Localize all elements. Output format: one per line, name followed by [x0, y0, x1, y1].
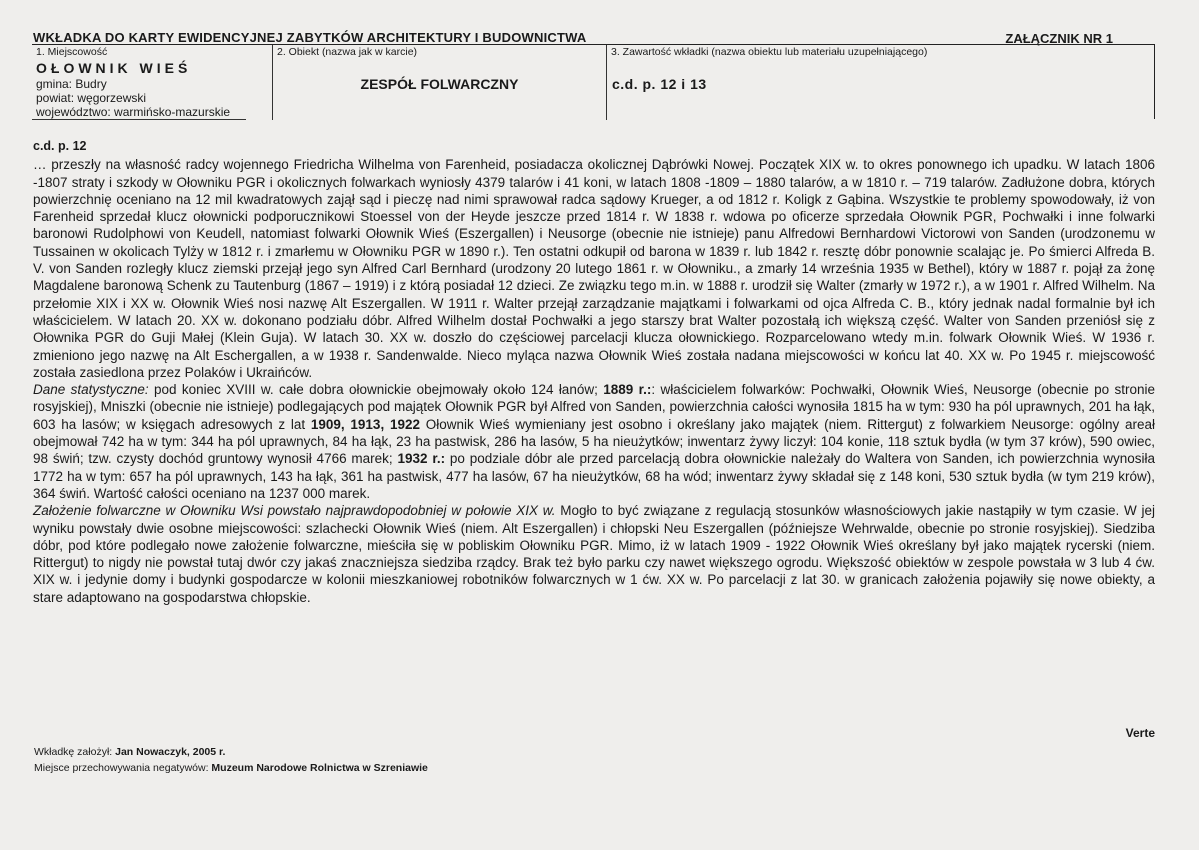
object-cell: [272, 45, 607, 120]
founding-paragraph: [33, 502, 1155, 606]
storage-label: Miejsce przechowywania negatywów:: [34, 762, 209, 774]
document-title: WKŁADKA DO KARTY EWIDENCYJNEJ ZABYTKÓW ARCHITEKTURY I BUDOWNICTWA: [33, 30, 587, 45]
statistics-paragraph: [33, 381, 1155, 502]
statistics-text-3: Ołownik Wieś wymieniany jest osobno i określany jako majątek (niem. Rittergut) z folwarkiem Neusorge: ogólny areał obejmował 742 ha w tym: 344 ha pól uprawnych, 84 ha łąk, 23 ha pastwisk, 286 ha lasów, 5 ha nieużytków; inwentarz żywy liczył: 104 konie, 118 sztuk bydła (w tym 37 krów), 590 owiec, 98 świń; tzw. czysty dochód gruntowy wynosił 4766 marek;: [33, 416, 1155, 467]
section-heading: c.d. p. 12: [33, 139, 87, 153]
author-label: Wkładkę założył:: [34, 746, 113, 758]
contents-value: c.d. p. 12 i 13: [612, 76, 707, 92]
annex-number: ZAŁĄCZNIK NR 1: [1005, 31, 1113, 46]
founding-lead: Założenie folwarczne w Ołowniku Wsi powstało najprawdopodobniej w połowie XIX w.: [33, 503, 556, 519]
verte-marker: Verte: [1125, 726, 1155, 740]
locality-cell: [32, 45, 272, 120]
history-paragraph: … przeszły na własność radcy wojennego Friedricha Wilhelma von Farenheid, posiadacza okolicznej Dąbrówki Nowej. Początek XIX w. to okres ponownego ich upadku. W latach 1806 -1807 straty i szkody w Ołowniku PGR i okolicznych folwarkach wyniosły 4379 talarów i 41 koni, w latach 1808 -1809 – 1880 talarów, a w 1810 r. – 719 talarów. Zadłużone dobra, których powierzchnię oceniano na 12 mil kwadratowych zajął sąd i pieczę nad nimi sprawował radca sądowy Krueger, a od 1812 r. Koligk z Gąbina. Wszystkie te problemy spowodowały, iż von Farenheid sprzedał klucz ołownicki podporucznikowi Stoessel von der Heyde jeszcze przed 1814 r. W 1838 r. wdowa po oficerze sprzedała Ołownik PGR, Pochwałki i inne folwarki baronowi Rudolphowi von Keudell, natomiast folwarki Ołownik Wieś (Eszergallen) i Neusorge (obecnie nie istnieje) panu Alfredowi Bernhardowi Victorowi von Sanden (urodzonemu w Tussainen w okolicach Tylży w 1812 r. i zmarłemu w Ołowniku PGR w 1890 r.). Ten ostatni odkupił od barona w 1839 r. lub 1842 r. resztę dóbr ponownie scalając je. Po śmierci Alfreda B. V. von Sanden rozległy klucz ziemski przejął jego syn Alfred Carl Bernhard (urodzony 20 lutego 1861 r. w Ołowniku., a zmarły 14 września 1935 w Bethel), który w 1887 r. pojął za żonę Magdalene baronową Schenk zu Tautenburg (1867 – 1919) i z którą posiadał 12 dzieci. Ze związku tego m.in. w 1888 r. urodził się Walter (zmarły w 1972 r.), a w 1901 r. Alfred Wilhelm. Na przełomie XIX i XX w. Ołownik Wieś nosi nazwę Alt Eszergallen. W 1911 r. Walter przejął zarządzanie majątkami i folwarkami od ojca Alfreda C. B., który jednak nadal formalnie był ich właścicielem. W latach 20. XX w. dokonano podziału dóbr. Alfred Wilhelm dostał Pochwałki a jego starszy brat Walter pozostałą ich większą część. Walter von Sanden przeniósł się z Ołownika PGR do Guji Małej (Klein Guja). W latach 30. XX w. doszło do częściowej parcelacji klucza ołownickiego. Rozparcelowano wtedy m.in. folwark Ołownik Wieś. W 1936 r. zmieniono jego nazwę na Alt Eschergallen, a w 1938 r. Sandenwalde. Nieco myląca nazwa Ołownik Wieś została nadana miejscowości w końcu lat 40. XX w. Po 1945 r. miejscowość została zasiedlona przez Polaków i Ukraińców.: [33, 157, 1155, 380]
statistics-years-list: 1909, 1913, 1922: [310, 416, 420, 432]
author-line: [34, 746, 225, 759]
object-value: ZESPÓŁ FOLWARCZNY: [360, 76, 519, 92]
locality-name: OŁOWNIK WIEŚ: [36, 60, 192, 76]
powiat-text: powiat: węgorzewski: [36, 91, 147, 105]
storage-value: Muzeum Narodowe Rolnictwa w Szreniawie: [211, 762, 428, 774]
object-label: 2. Obiekt (nazwa jak w karcie): [277, 46, 418, 58]
document-body: [33, 138, 1155, 606]
statistics-text-1: pod koniec XVIII w. całe dobra ołownickie obejmowały około 124 łanów;: [148, 382, 604, 398]
gmina-text: gmina: Budry: [36, 77, 107, 91]
contents-label: 3. Zawartość wkładki (nazwa obiektu lub materiału uzupełniającego): [611, 46, 928, 58]
statistics-label: Dane statystyczne:: [33, 382, 149, 398]
author-value: Jan Nowaczyk, 2005 r.: [115, 746, 226, 758]
voivodeship-text: województwo: warmińsko-mazurskie: [32, 105, 246, 120]
statistics-text-2: : właścicielem folwarków: Pochwałki, Ołownik Wieś, Neusorge (obecnie po stronie rosyjskiej), Mniszki (obecnie nie istnieje) podlegających pod majątek Ołownik PGR był Alfred von Sanden, powierzchnia całości wynosiła 1815 ha w tym: 930 ha pól uprawnych, 201 ha łąk, 603 ha lasów; w księgach adresowych z lat: [33, 382, 1156, 432]
contents-cell: [607, 45, 1153, 92]
statistics-year-1889: 1889 r.:: [603, 382, 652, 398]
founding-text: Mogło to być związane z regulacją stosunków własnościowych jakie nastąpiły w tym czasie. W jej wyniku powstały dwie osobne miejscowości: szlachecki Ołownik Wieś (niem. Alt Eszergallen) i chłopski Neu Eszergallen (późniejsze Wehrwalde, obecnie po stronie rosyjskiej). Siedziba dóbr, pod które podlegało nowe założenie folwarczne, mieściła się w pobliskim Ołowniku PGR. Mimo, iż w latach 1909 - 1922 Ołownik Wieś określany był jako majątek rycerski (niem. Rittergut) to nigdy nie powstał tutaj dwór czy jakaś znaczniejsza siedziba rządcy. Brak też było parku czy nawet większego ogrodu. Większość obiektów w zespole powstała w 3 lub 4 ćw. XIX w. i jedynie domy i budynki gospodarcze w kolonii mieszkaniowej robotników folwarcznych w 1 ćw. XX w. Po parcelacji z lat 30. w granicach założenia pojawiły się nowe obiekty, a stare adaptowano na gospodarstwa chłopskie.: [33, 503, 1155, 605]
locality-label: 1. Miejscowość: [36, 46, 108, 58]
storage-line: [34, 762, 428, 775]
statistics-text-4: po podziale dóbr ale przed parcelacją dobra ołownickie należały do Waltera von Sanden, ich powierzchnia wynosiła 1772 ha w tym: 657 ha pól uprawnych, 143 ha łąk, 361 ha pastwisk, 477 ha lasów, 67 ha nieużytków, 68 ha wód; inwentarz żywy składał się z 148 koni, 530 sztuk bydła (w tym 219 krów), 364 świń. Wartość całości oceniano na 1237 000 marek.: [33, 451, 1155, 501]
record-header-table: [32, 44, 1155, 119]
statistics-year-1932: 1932 r.:: [397, 451, 446, 467]
